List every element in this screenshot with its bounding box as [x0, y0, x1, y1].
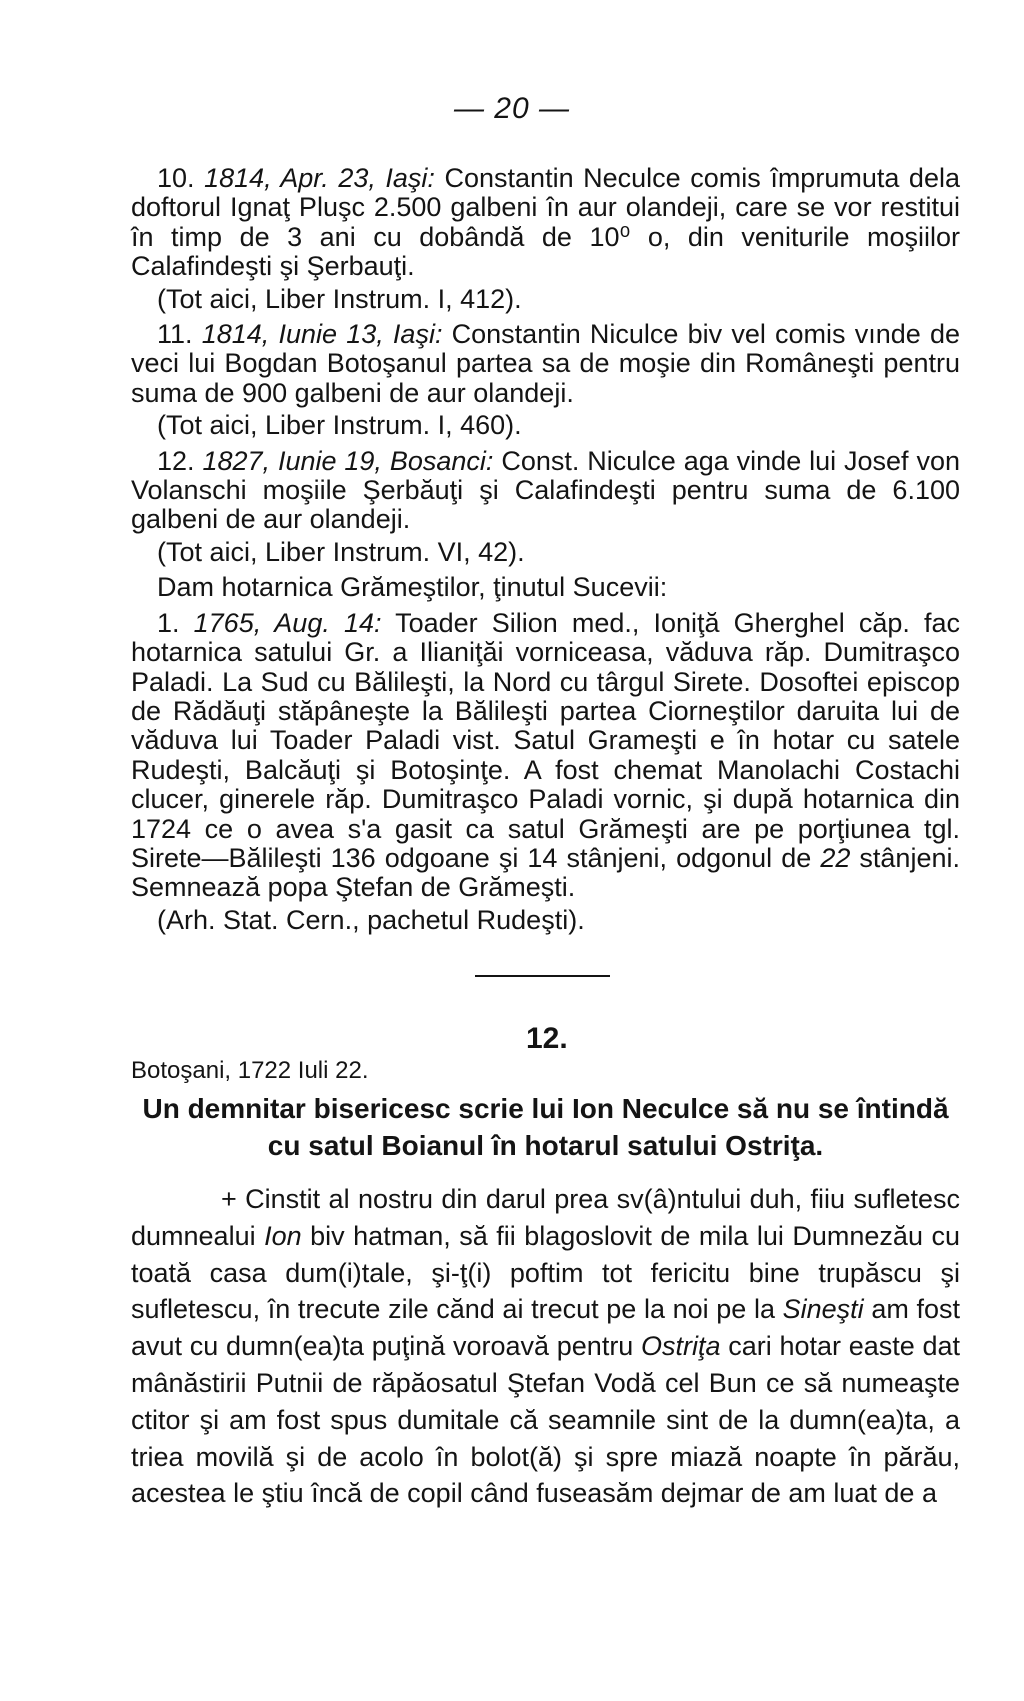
entry-number: 10. [157, 163, 195, 193]
section-intro: Dam hotarnica Grămeştilor, ţinutul Sucevii: [157, 572, 668, 603]
letter-text-run: biv hatman, să fii blagoslovit de mila lui Dumnezău cu toată casa dum(i)tale, şi-ţ(i) poftim tot fericitu bine trupăscu şi sufletescu, în trecute zile cănd ai trecut pe la noi pe la [131, 1220, 960, 1325]
item-body-a: Toader Silion med., Ioniţă Gherghel căp. fac hotarnica satului Gr. a Ilianiţăi vorniceasa, văduva răp. Dumitraşco Paladi. La Sud cu Bălileşti, la Nord cu târgul Sirete. Dosoftei episcop de Rădăuţi stăpâneşte la Bălileşti partea Ciorneştilor daruita lui de văduva lui Toader Paladi vist. Satul Grameşti e în hotar cu satele Rudeşti, Balcăuţi şi Botoşinţe. A fost chemat Manolachi Costachi clucer, ginerele răp. Dumitraşco Paladi vornic, şi după hotarnica din 1724 ce o avea s'a gasit ca satul Grămeşti are pe porţiunea tgl. Sirete—Bălileşti 136 odgoane şi 14 stânjeni, odgonul de [131, 607, 960, 873]
entry-text [131, 447, 960, 535]
entry-number: 11. [157, 319, 193, 350]
title-line-2: cu satul Boianul în hotarul satului Ostriţa. [267, 1130, 824, 1161]
item-body-b: stânjeni. Semnează popa Ştefan de Grămeşti. [131, 842, 960, 903]
entry-source: (Tot aici, Liber Instrum. I, 412). [157, 283, 522, 314]
section-divider [475, 975, 610, 977]
letter-text-run: am fost avut cu dumn(ea)ta puţină voroavă pentru [131, 1294, 961, 1362]
entry-number: 12. [157, 445, 195, 476]
entry-11 [131, 320, 960, 441]
entry-source: (Tot aici, Liber Instrum. VI, 42). [157, 536, 525, 567]
document-place-date: Botoşani, 1722 Iuli 22. [131, 1057, 369, 1084]
letter-italic-name: Ion [264, 1220, 302, 1251]
title-line-1: Un demnitar bisericesc scrie lui Ion Neculce să nu se întindă [142, 1093, 949, 1124]
document-header [131, 1022, 960, 1082]
document-title [131, 1090, 960, 1164]
entry-date-place: 1814, Apr. 23, Iaşi: [204, 163, 435, 193]
entry-body: Constantin Neculce comis împrumuta dela doftorul Ignaţ Pluşc 2.500 galbeni în aur olandeji, care se vor restitui în timp de 3 ani cu dobândă de 10⁰ o, din veniturile moşiilor Calafindeşti şi Şerbauţi. [131, 163, 960, 282]
section-source: (Arh. Stat. Cern., pachetul Rudeşti). [157, 904, 585, 935]
entry-date-place: 1827, Iunie 19, Bosanci: [202, 445, 494, 476]
entry-body: Const. Niculce aga vinde lui Josef von Volanschi moşiile Şerbăuţi şi Calafindeşti pentru suma de 6.100 galbeni de aur olandeji. [131, 445, 961, 535]
entry-text [131, 320, 960, 408]
entry-source: (Tot aici, Liber Instrum. I, 460). [157, 410, 522, 441]
letter-italic-name: Sineşti [782, 1294, 864, 1325]
letter-text-run: + Cinstit al nostru din darul prea sv(â)ntului duh, fiiu sufletesc dumnealui [131, 1184, 960, 1251]
letter-italic-name: Ostriţa [641, 1331, 721, 1362]
letter-body [131, 1181, 960, 1512]
item-date: 1765, Aug. 14: [193, 607, 382, 638]
entry-10 [131, 164, 960, 314]
letter-text-run: cari hotar easte dat mânăstirii Putnii de răpăosatul Ştefan Vodă cel Bun ce să numeaşte ctitor şi am fost spus dumitale că seamnile sint de la dumn(ea)ta, a triea movilă şi de acolo în bolot(ă) şi spre miază noapte în părău, acestea le ştiu încă de copil când fuseasăm dejmar de am luat de a [131, 1331, 960, 1509]
hotarnica-section [131, 573, 960, 935]
page-number: — 20 — [453, 92, 571, 125]
item-italic-number: 22 [820, 842, 851, 873]
item-number: 1. [157, 607, 180, 638]
entry-text [131, 164, 960, 282]
document-number: 12. [526, 1022, 568, 1055]
entry-12 [131, 447, 960, 568]
section-item [131, 609, 960, 903]
entry-body: Constantin Niculce biv vel comis vınde de veci lui Bogdan Botoşanul partea sa de moşie din Româneşti pentru suma de 900 galbeni de aur olandeji. [131, 319, 960, 408]
entry-date-place: 1814, Iunie 13, Iaşi: [201, 319, 443, 350]
entries-block [131, 164, 960, 938]
